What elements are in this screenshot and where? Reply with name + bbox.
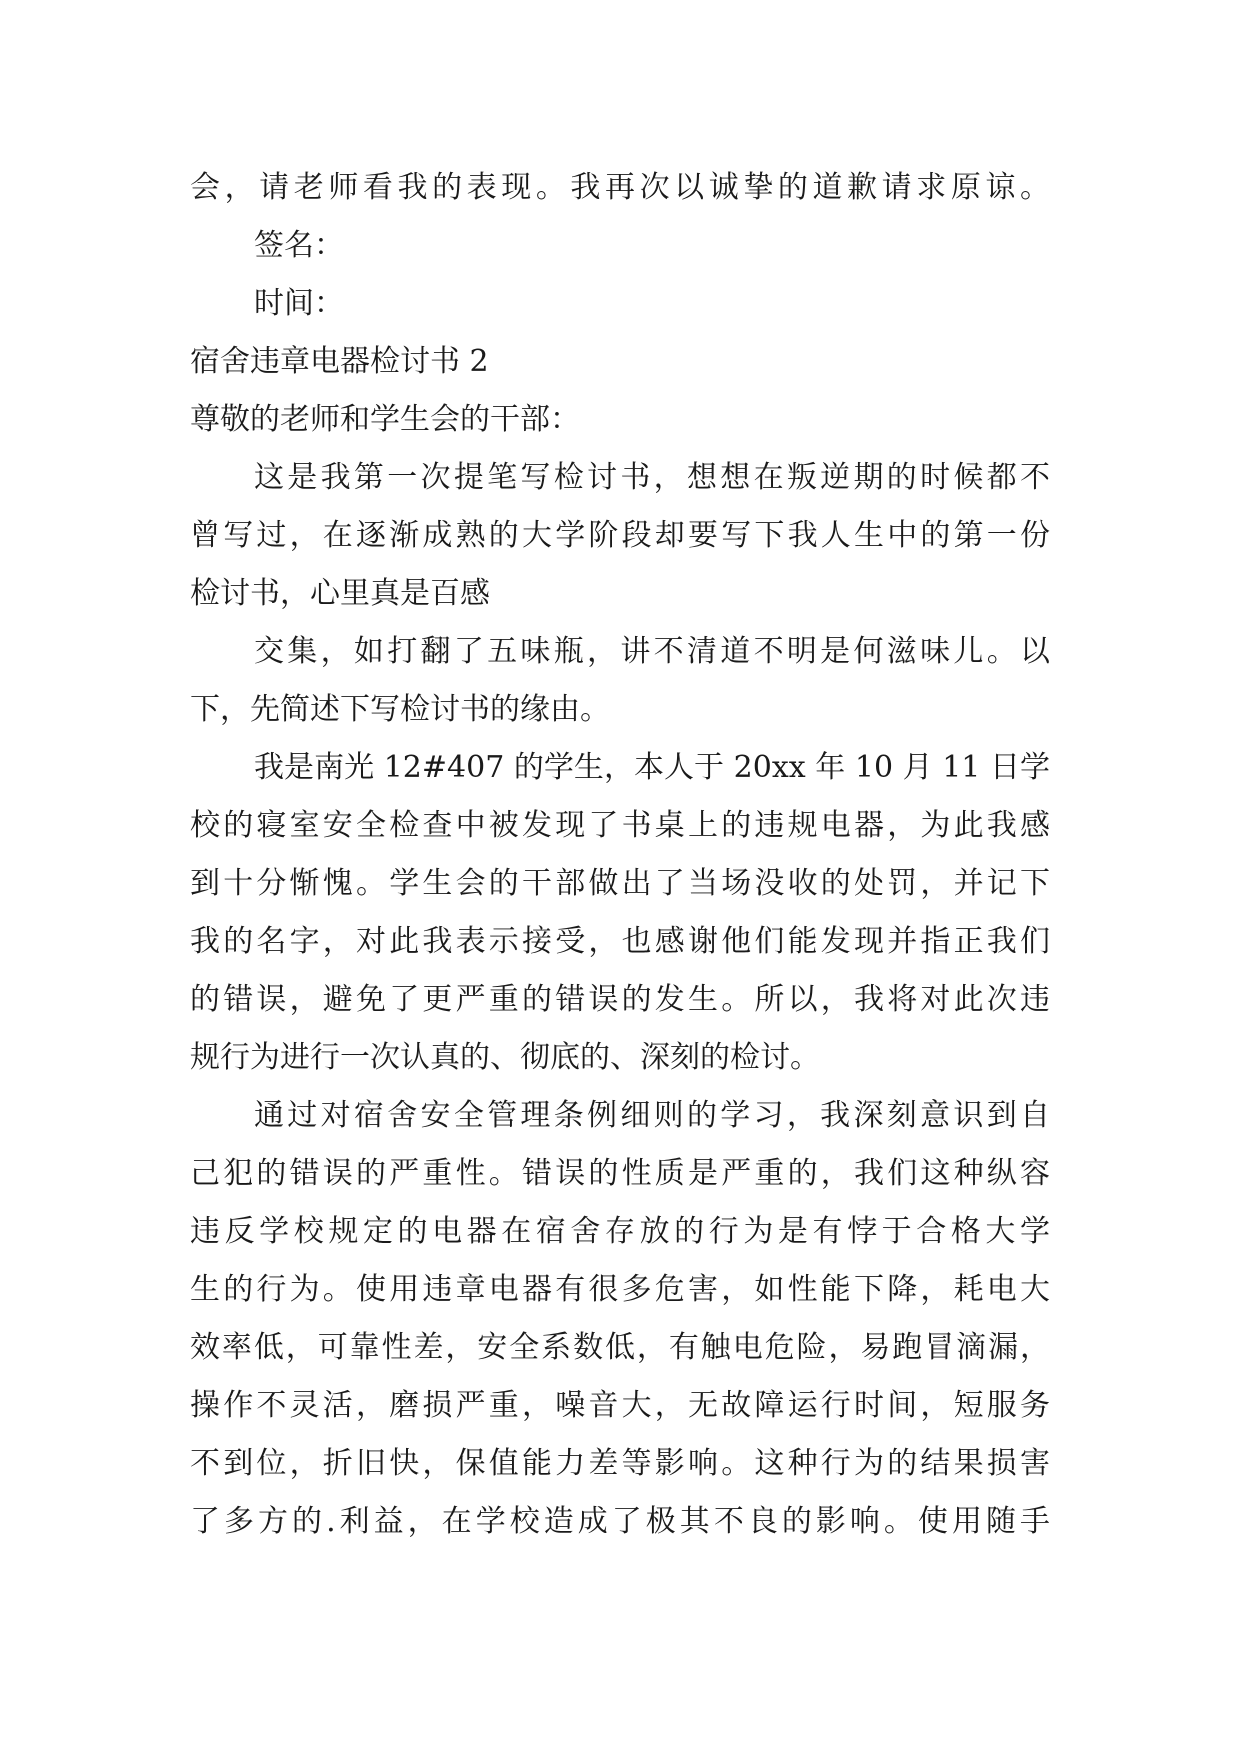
text-line: 规行为进行一次认真的、彻底的、深刻的检讨。 xyxy=(190,1040,820,1075)
salutation: 尊敬的老师和学生会的干部： xyxy=(190,402,580,437)
text-line: 交集，如打翻了五味瓶，讲不清道不明是何滋味儿。以 xyxy=(254,634,1050,669)
text-line: 检讨书，心里真是百感 xyxy=(190,576,490,611)
text-line: 不到位，折旧快，保值能力差等影响。这种行为的结果损害 xyxy=(190,1446,1050,1481)
date-label: 时间： xyxy=(254,286,344,321)
section-title: 宿舍违章电器检讨书 2 xyxy=(190,344,489,379)
text-line: 校的寝室安全检查中被发现了书桌上的违规电器，为此我感 xyxy=(190,808,1050,843)
text-line: 的错误，避免了更严重的错误的发生。所以，我将对此次违 xyxy=(190,982,1050,1017)
text-line: 操作不灵活，磨损严重，噪音大，无故障运行时间，短服务 xyxy=(190,1388,1050,1423)
text-line: 了多方的.利益，在学校造成了极其不良的影响。使用随手 xyxy=(190,1504,1050,1539)
text-line: 会，请老师看我的表现。我再次以诚挚的道歉请求原谅。 xyxy=(190,170,1050,205)
text-line: 己犯的错误的严重性。错误的性质是严重的，我们这种纵容 xyxy=(190,1156,1050,1191)
text-line: 曾写过，在逐渐成熟的大学阶段却要写下我人生中的第一份 xyxy=(190,518,1050,553)
text-line: 通过对宿舍安全管理条例细则的学习，我深刻意识到自 xyxy=(254,1098,1050,1133)
text-line: 我是南光 12#407 的学生，本人于 20xx 年 10 月 11 日学 xyxy=(254,750,1050,785)
text-line: 下，先简述下写检讨书的缘由。 xyxy=(190,692,610,727)
text-line: 违反学校规定的电器在宿舍存放的行为是有悖于合格大学 xyxy=(190,1214,1050,1249)
text-line: 我的名字，对此我表示接受，也感谢他们能发现并指正我们 xyxy=(190,924,1050,959)
text-line: 效率低，可靠性差，安全系数低，有触电危险，易跑冒滴漏， xyxy=(190,1330,1050,1365)
signature-label: 签名： xyxy=(254,228,344,263)
text-line: 这是我第一次提笔写检讨书，想想在叛逆期的时候都不 xyxy=(254,460,1050,495)
text-line: 到十分惭愧。学生会的干部做出了当场没收的处罚，并记下 xyxy=(190,866,1050,901)
text-line: 生的行为。使用违章电器有很多危害，如性能下降，耗电大 xyxy=(190,1272,1050,1307)
